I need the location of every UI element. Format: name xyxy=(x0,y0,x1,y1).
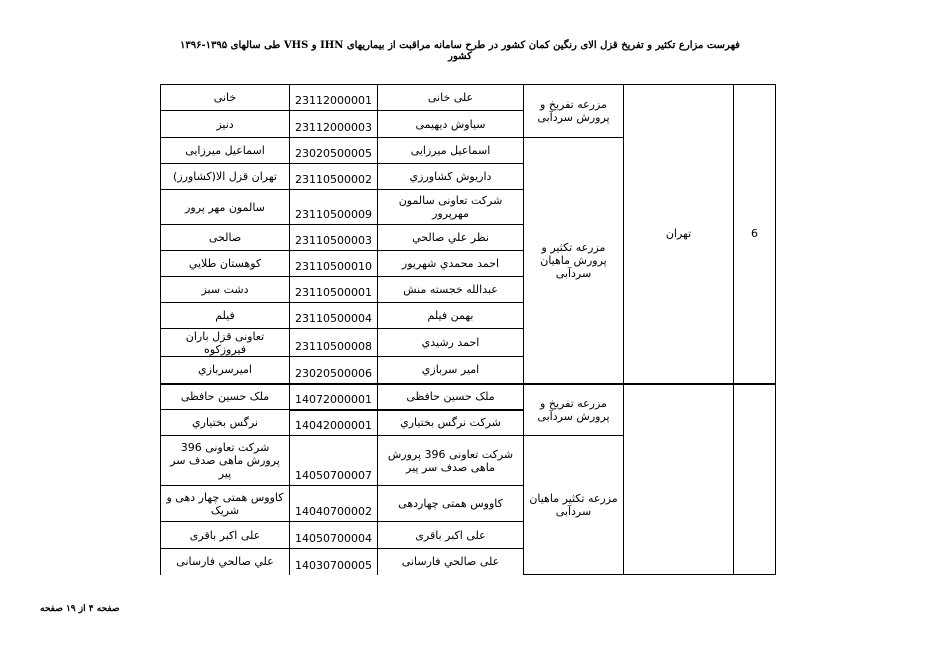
farm-type-cell: مزرعه تفريخ و پرورش سردآبی xyxy=(524,85,624,138)
farm-type-cell: مزرعه تکثير و پرورش ماهيان سردآبی xyxy=(524,138,624,384)
farms-table xyxy=(160,84,776,575)
owner-cell: عبدالله خجسته منش xyxy=(378,277,524,303)
owner-cell: داريوش كشاورزي xyxy=(378,164,524,190)
code-cell: 23020500006 xyxy=(290,357,378,384)
code-cell: 14040700002 xyxy=(290,486,378,522)
code-cell: 23110500003 xyxy=(290,225,378,251)
document-title: فهرست مزارع تکثیر و تفریخ قزل الای رنگین کمان کشور در طرح سامانه مراقبت از بیماریهای IHN و VHS طی سالهای ۱۳۹۵-۱۳۹۶ کشور xyxy=(180,40,740,62)
farm-name-cell: دشت سبز xyxy=(161,277,290,303)
owner-cell: احمد محمدي شهريور xyxy=(378,251,524,277)
owner-cell: اسماعيل ميرزايی xyxy=(378,138,524,164)
code-cell: 23020500005 xyxy=(290,138,378,164)
farm-name-cell: صالحی xyxy=(161,225,290,251)
table-row xyxy=(161,85,776,111)
farm-name-cell: فيلم xyxy=(161,303,290,329)
farm-name-cell: علي صالحي فارسانی xyxy=(161,549,290,575)
farm-name-cell: ملک حسين حافظی xyxy=(161,384,290,410)
owner-cell: علی خانی xyxy=(378,85,524,111)
code-cell: 23110500008 xyxy=(290,329,378,357)
farm-name-cell: سالمون مهر پرور xyxy=(161,190,290,225)
row-number-cell-empty xyxy=(734,384,776,575)
code-cell: 23110500004 xyxy=(290,303,378,329)
farm-name-cell: نرگس بختياري xyxy=(161,410,290,436)
owner-cell: ملک حسين حافظی xyxy=(378,384,524,410)
farm-name-cell: تهران قزل الا(کشاورز) xyxy=(161,164,290,190)
code-cell: 14050700004 xyxy=(290,522,378,549)
province-cell-empty xyxy=(624,384,734,575)
province-cell: تهران xyxy=(624,85,734,384)
code-cell: 14050700007 xyxy=(290,436,378,486)
code-cell: 14072000001 xyxy=(290,384,378,410)
farm-name-cell: علی اكبر باقری xyxy=(161,522,290,549)
code-cell: 23112000001 xyxy=(290,85,378,111)
farm-name-cell: دنيز xyxy=(161,111,290,138)
farm-name-cell: اسماعيل ميرزايی xyxy=(161,138,290,164)
page-footer: صفحه ۴ از ۱۹ صفحه xyxy=(40,604,120,614)
farm-name-cell: خانی xyxy=(161,85,290,111)
farm-name-cell: كوهستان طلايي xyxy=(161,251,290,277)
owner-cell: شركت نرگس بختياري xyxy=(378,410,524,436)
owner-cell: شركت تعاونی سالمون مهرپرور xyxy=(378,190,524,225)
farm-name-cell: كاووس همتی چهار دهی و شريک xyxy=(161,486,290,522)
farm-name-cell: اميرسربازي xyxy=(161,357,290,384)
owner-cell: سياوش ديهيمی xyxy=(378,111,524,138)
code-cell: 23110500001 xyxy=(290,277,378,303)
owner-cell: امير سربازي xyxy=(378,357,524,384)
table-row xyxy=(161,384,776,410)
owner-cell: علی اكبر باقری xyxy=(378,522,524,549)
farm-name-cell: تعاونی قزل باران فيروزكوه xyxy=(161,329,290,357)
code-cell: 23110500002 xyxy=(290,164,378,190)
code-cell: 14030700005 xyxy=(290,549,378,575)
owner-cell: احمد رشيدي xyxy=(378,329,524,357)
owner-cell: كاووس همتی چهاردهی xyxy=(378,486,524,522)
farm-name-cell: شركت تعاونی 396 پرورش ماهی صدف سر پير xyxy=(161,436,290,486)
code-cell: 23110500009 xyxy=(290,190,378,225)
row-number-cell: 6 xyxy=(734,85,776,384)
code-cell: 14042000001 xyxy=(290,410,378,436)
owner-cell: علی صالحي فارسانی xyxy=(378,549,524,575)
owner-cell: بهمن فيلم xyxy=(378,303,524,329)
owner-cell: نظر علي صالحي xyxy=(378,225,524,251)
code-cell: 23110500010 xyxy=(290,251,378,277)
code-cell: 23112000003 xyxy=(290,111,378,138)
farm-type-cell: مزرعه تفريخ و پرورش سردآبی xyxy=(524,384,624,436)
owner-cell: شركت تعاونی 396 پرورش ماهی صدف سر پير xyxy=(378,436,524,486)
farm-type-cell: مزرعه تکثير ماهيان سردآبی xyxy=(524,436,624,575)
